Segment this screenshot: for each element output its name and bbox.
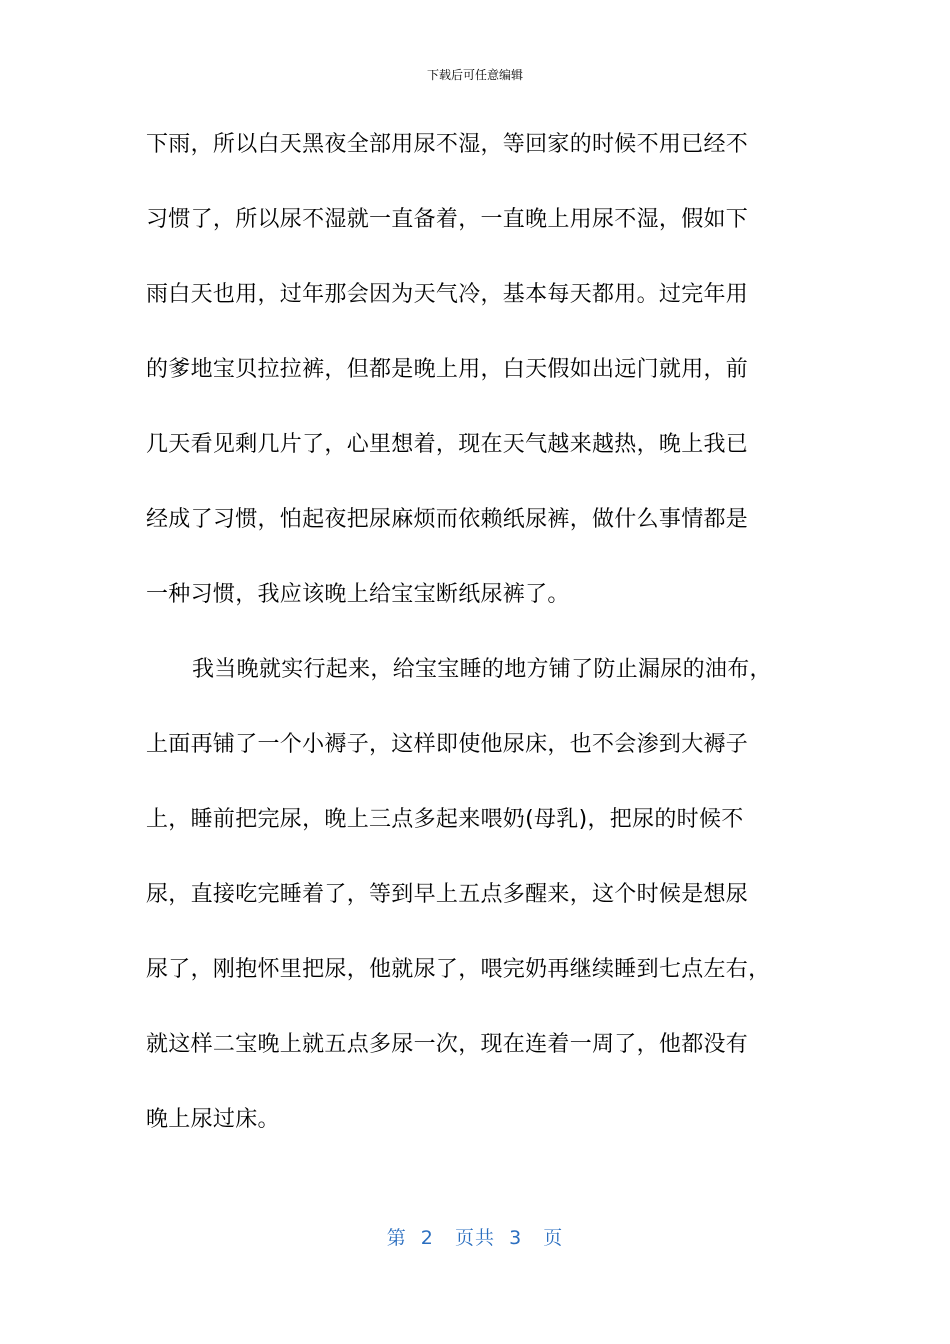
text-line: 上，睡前把完尿，晚上三点多起来喂奶(母乳)，把尿的时候不: [146, 807, 744, 832]
document-body: [146, 120, 846, 1170]
text-line: 习惯了，所以尿不湿就一直备着，一直晚上用尿不湿，假如下: [146, 207, 749, 232]
text-line: 的爹地宝贝拉拉裤，但都是晚上用，白天假如出远门就用，前: [146, 357, 749, 382]
page-header: 下载后可任意编辑: [426, 68, 523, 82]
paragraph-start-line: 我当晚就实行起来，给宝宝睡的地方铺了防止漏尿的油布，: [192, 657, 772, 682]
text-line: 一种习惯，我应该晚上给宝宝断纸尿裤了。: [146, 582, 570, 607]
text-line: 几天看见剩几片了，心里想着，现在天气越来越热，晚上我已: [146, 432, 749, 457]
page-number-footer: 第 2 页共 3 页: [386, 1227, 564, 1249]
text-line: 晚上尿过床。: [146, 1107, 280, 1132]
text-line: 就这样二宝晚上就五点多尿一次，现在连着一周了，他都没有: [146, 1032, 749, 1057]
text-line: 上面再铺了一个小褥子，这样即使他尿床，也不会渗到大褥子: [146, 732, 749, 757]
text-line: 尿了，刚抱怀里把尿，他就尿了，喂完奶再继续睡到七点左右，: [146, 957, 771, 982]
text-line: 雨白天也用，过年那会因为天气冷，基本每天都用。过完年用: [146, 282, 749, 307]
text-line: 经成了习惯，怕起夜把尿麻烦而依赖纸尿裤，做什么事情都是: [146, 507, 749, 532]
text-line: 下雨，所以白天黑夜全部用尿不湿，等回家的时候不用已经不: [146, 132, 749, 157]
text-line: 尿，直接吃完睡着了，等到早上五点多醒来，这个时候是想尿: [146, 882, 749, 907]
